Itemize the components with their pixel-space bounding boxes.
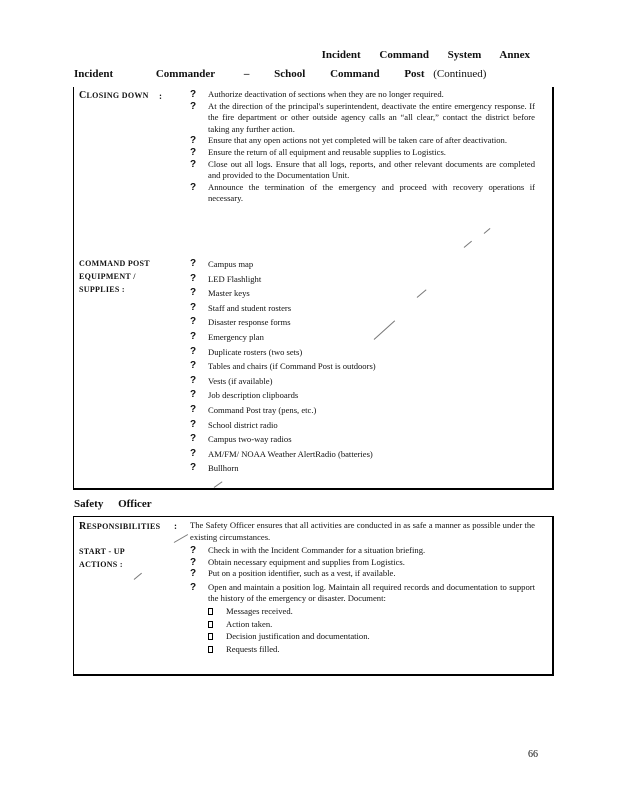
list-item bbox=[190, 159, 535, 182]
question-mark-bullet-icon: ? bbox=[190, 100, 197, 112]
list-item-text: Bullhorn bbox=[208, 463, 239, 474]
list-item-text: Obtain necessary equipment and supplies from Logistics. bbox=[208, 556, 405, 567]
list-item-text: School district radio bbox=[208, 419, 278, 430]
list-item-text: Emergency plan bbox=[208, 331, 264, 342]
startup-actions-label: START - UP ACTIONS : bbox=[79, 547, 125, 569]
question-mark-bullet-icon: ? bbox=[190, 135, 197, 147]
question-mark-bullet-icon: ? bbox=[190, 556, 197, 568]
list-item bbox=[190, 447, 535, 462]
scan-mark bbox=[214, 481, 223, 488]
question-mark-bullet-icon: ? bbox=[190, 433, 197, 445]
question-mark-bullet-icon: ? bbox=[190, 462, 197, 474]
list-item bbox=[190, 257, 535, 272]
page-header bbox=[74, 68, 554, 80]
scan-mark bbox=[134, 573, 142, 580]
list-item-text: Command Post tray (pens, etc.) bbox=[208, 404, 317, 415]
question-mark-bullet-icon: ? bbox=[190, 301, 197, 313]
list-item-text: Ensure that any open actions not yet completed will be taken care of after deactivation. bbox=[208, 135, 507, 146]
annex-title: Incident Command System Annex bbox=[321, 49, 530, 61]
question-mark-bullet-icon: ? bbox=[190, 389, 197, 401]
question-mark-bullet-icon: ? bbox=[190, 403, 197, 415]
list-item bbox=[190, 432, 535, 447]
list-item-text: Duplicate rosters (two sets) bbox=[208, 346, 303, 357]
list-item-text: Ensure the return of all equipment and reusable supplies to Logistics. bbox=[208, 146, 446, 157]
list-item-text: LED Flashlight bbox=[208, 273, 262, 284]
list-item-text: Campus map bbox=[208, 259, 254, 269]
question-mark-bullet-icon: ? bbox=[190, 258, 197, 269]
list-item-text: Announce the termination of the emergency and proceed with recovery operations if necessary. bbox=[208, 181, 535, 204]
list-item bbox=[190, 359, 535, 374]
list-item bbox=[190, 182, 535, 205]
question-mark-bullet-icon: ? bbox=[190, 272, 197, 284]
list-item bbox=[190, 403, 535, 418]
scan-mark bbox=[464, 241, 472, 248]
list-item-text: Job description clipboards bbox=[208, 390, 299, 401]
list-item-text: At the direction of the principal's superintendent, deactivate the entire emergency response. If the fire department or other outside agency calls an “all clear,” contact the district before taking any further action. bbox=[208, 100, 535, 134]
safety-officer-table bbox=[73, 516, 554, 676]
closing-down-list bbox=[190, 89, 535, 205]
list-item bbox=[190, 286, 535, 301]
continued-label: (Continued) bbox=[433, 68, 487, 80]
question-mark-bullet-icon: ? bbox=[190, 568, 197, 580]
list-item-text: Master keys bbox=[208, 288, 250, 299]
list-item-text: Open and maintain a position log. Maintain all required records and documentation to support the history of the emergency or disaster. Document: bbox=[208, 581, 535, 604]
question-mark-bullet-icon: ? bbox=[190, 89, 197, 100]
list-item bbox=[190, 388, 535, 403]
scan-mark bbox=[484, 228, 491, 234]
scan-mark bbox=[174, 534, 188, 543]
question-mark-bullet-icon: ? bbox=[190, 418, 197, 430]
list-item bbox=[190, 545, 535, 557]
startup-actions-list bbox=[190, 545, 535, 656]
document-list-text: Requests filled. bbox=[226, 643, 280, 654]
incident-commander-table bbox=[73, 87, 554, 490]
command-post-label: COMMAND POST EQUIPMENT / SUPPLIES : bbox=[79, 259, 150, 294]
question-mark-bullet-icon: ? bbox=[190, 345, 197, 357]
list-item bbox=[190, 568, 535, 580]
list-item-text: Tables and chairs (if Command Post is outdoors) bbox=[208, 361, 376, 372]
list-item-text: Check in with the Incident Commander for a situation briefing. bbox=[208, 545, 426, 555]
list-item bbox=[190, 101, 535, 136]
command-post-list bbox=[190, 257, 535, 476]
list-item bbox=[190, 135, 535, 147]
question-mark-bullet-icon: ? bbox=[190, 447, 197, 459]
list-item-text: Vests (if available) bbox=[208, 375, 273, 386]
question-mark-bullet-icon: ? bbox=[190, 158, 197, 170]
box-bullet-icon bbox=[208, 621, 213, 628]
document-list-text: Messages received. bbox=[226, 605, 293, 616]
list-item-text: Put on a position identifier, such as a vest, if available. bbox=[208, 568, 396, 579]
page-number: 66 bbox=[528, 749, 538, 760]
document-list-item bbox=[190, 644, 535, 656]
list-item-text: Close out all logs. Ensure that all logs, reports, and other relevant documents are completed and provided to the Documentation Unit. bbox=[208, 158, 535, 181]
list-item bbox=[190, 301, 535, 316]
document-list-text: Action taken. bbox=[226, 618, 273, 629]
responsibilities-colon: : bbox=[174, 521, 177, 531]
list-item bbox=[190, 461, 535, 476]
question-mark-bullet-icon: ? bbox=[190, 374, 197, 386]
box-bullet-icon bbox=[208, 608, 213, 615]
safety-officer-title: Safety Officer bbox=[74, 498, 152, 510]
document-list-item bbox=[190, 619, 535, 631]
list-item-text: Campus two-way radios bbox=[208, 434, 292, 445]
list-item bbox=[190, 582, 535, 605]
safety-officer-intro: The Safety Officer ensures that all activities are conducted in as safe a manner as possible under the existing circumstances. bbox=[190, 520, 535, 542]
responsibilities-label: RESPONSIBILITIES bbox=[79, 521, 161, 532]
list-item-text: Staff and student rosters bbox=[208, 302, 292, 313]
list-item bbox=[190, 147, 535, 159]
list-item bbox=[190, 315, 535, 330]
question-mark-bullet-icon: ? bbox=[190, 316, 197, 328]
document-list-text: Decision justification and documentation. bbox=[226, 631, 370, 642]
list-item-text: Disaster response forms bbox=[208, 317, 291, 328]
closing-down-colon: : bbox=[159, 91, 162, 101]
box-bullet-icon bbox=[208, 633, 213, 640]
document-list-item bbox=[190, 631, 535, 643]
list-item bbox=[190, 557, 535, 569]
question-mark-bullet-icon: ? bbox=[190, 581, 197, 593]
closing-down-label: CLOSING DOWN bbox=[79, 90, 149, 101]
list-item bbox=[190, 345, 535, 360]
list-item-text: Authorize deactivation of sections when they are no longer required. bbox=[208, 89, 444, 99]
list-item-text: AM/FM/ NOAA Weather AlertRadio (batteries) bbox=[208, 448, 373, 459]
list-item bbox=[190, 272, 535, 287]
question-mark-bullet-icon: ? bbox=[190, 181, 197, 193]
question-mark-bullet-icon: ? bbox=[190, 287, 197, 299]
role-title: Incident Commander bbox=[74, 68, 216, 80]
list-item bbox=[190, 418, 535, 433]
role-subtitle: – School Command Post bbox=[243, 68, 425, 80]
list-item bbox=[190, 330, 535, 345]
list-item bbox=[190, 89, 535, 101]
box-bullet-icon bbox=[208, 646, 213, 653]
question-mark-bullet-icon: ? bbox=[190, 360, 197, 372]
question-mark-bullet-icon: ? bbox=[190, 330, 197, 342]
question-mark-bullet-icon: ? bbox=[190, 545, 197, 556]
question-mark-bullet-icon: ? bbox=[190, 146, 197, 158]
document-list-item bbox=[190, 606, 535, 618]
list-item bbox=[190, 374, 535, 389]
